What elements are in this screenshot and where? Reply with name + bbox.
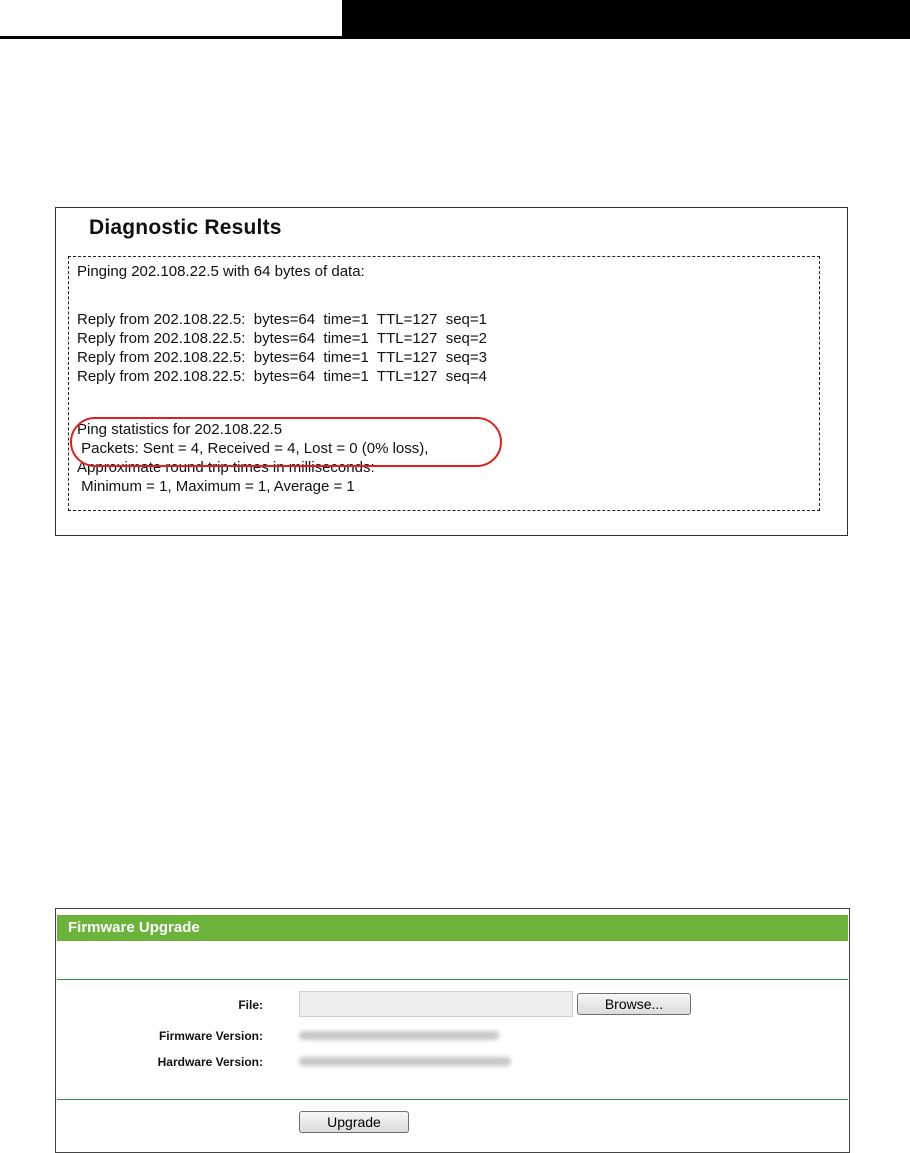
reply-line: Reply from 202.108.22.5: bytes=64 time=1 TTL=127 seq=4 bbox=[77, 368, 487, 385]
ping-header-line: Pinging 202.108.22.5 with 64 bytes of data: bbox=[77, 263, 365, 280]
ping-statistics-line: Ping statistics for 202.108.22.5 bbox=[77, 421, 283, 438]
packets-summary-line: Packets: Sent = 4, Received = 4, Lost = 0 (0% loss), bbox=[77, 440, 429, 457]
upgrade-button[interactable]: Upgrade bbox=[299, 1111, 409, 1133]
file-input[interactable] bbox=[299, 991, 573, 1017]
diagnostic-output-box bbox=[68, 256, 820, 511]
firmware-version-value-blurred bbox=[299, 1031, 499, 1040]
round-trip-values-line: Minimum = 1, Maximum = 1, Average = 1 bbox=[77, 478, 355, 495]
diagnostic-results-title: Diagnostic Results bbox=[89, 216, 282, 239]
reply-line: Reply from 202.108.22.5: bytes=64 time=1 TTL=127 seq=2 bbox=[77, 330, 487, 347]
reply-line: Reply from 202.108.22.5: bytes=64 time=1 TTL=127 seq=1 bbox=[77, 311, 487, 328]
firmware-version-label: Firmware Version: bbox=[158, 1029, 263, 1043]
firmware-upgrade-header bbox=[57, 915, 848, 941]
firmware-upgrade-title: Firmware Upgrade bbox=[68, 919, 200, 936]
hardware-version-value-blurred bbox=[299, 1057, 511, 1066]
hardware-version-label: Hardware Version: bbox=[157, 1055, 263, 1069]
header-black-bar bbox=[342, 0, 910, 39]
top-separator bbox=[57, 979, 848, 980]
round-trip-header-line: Approximate round trip times in milliseconds: bbox=[77, 459, 375, 476]
diagnostic-results-panel bbox=[55, 207, 848, 536]
file-label: File: bbox=[238, 998, 263, 1012]
reply-line: Reply from 202.108.22.5: bytes=64 time=1 TTL=127 seq=3 bbox=[77, 349, 487, 366]
browse-button[interactable]: Browse... bbox=[577, 993, 691, 1015]
header-rule bbox=[0, 36, 342, 39]
bottom-separator bbox=[57, 1099, 848, 1100]
firmware-upgrade-panel bbox=[55, 908, 850, 1153]
